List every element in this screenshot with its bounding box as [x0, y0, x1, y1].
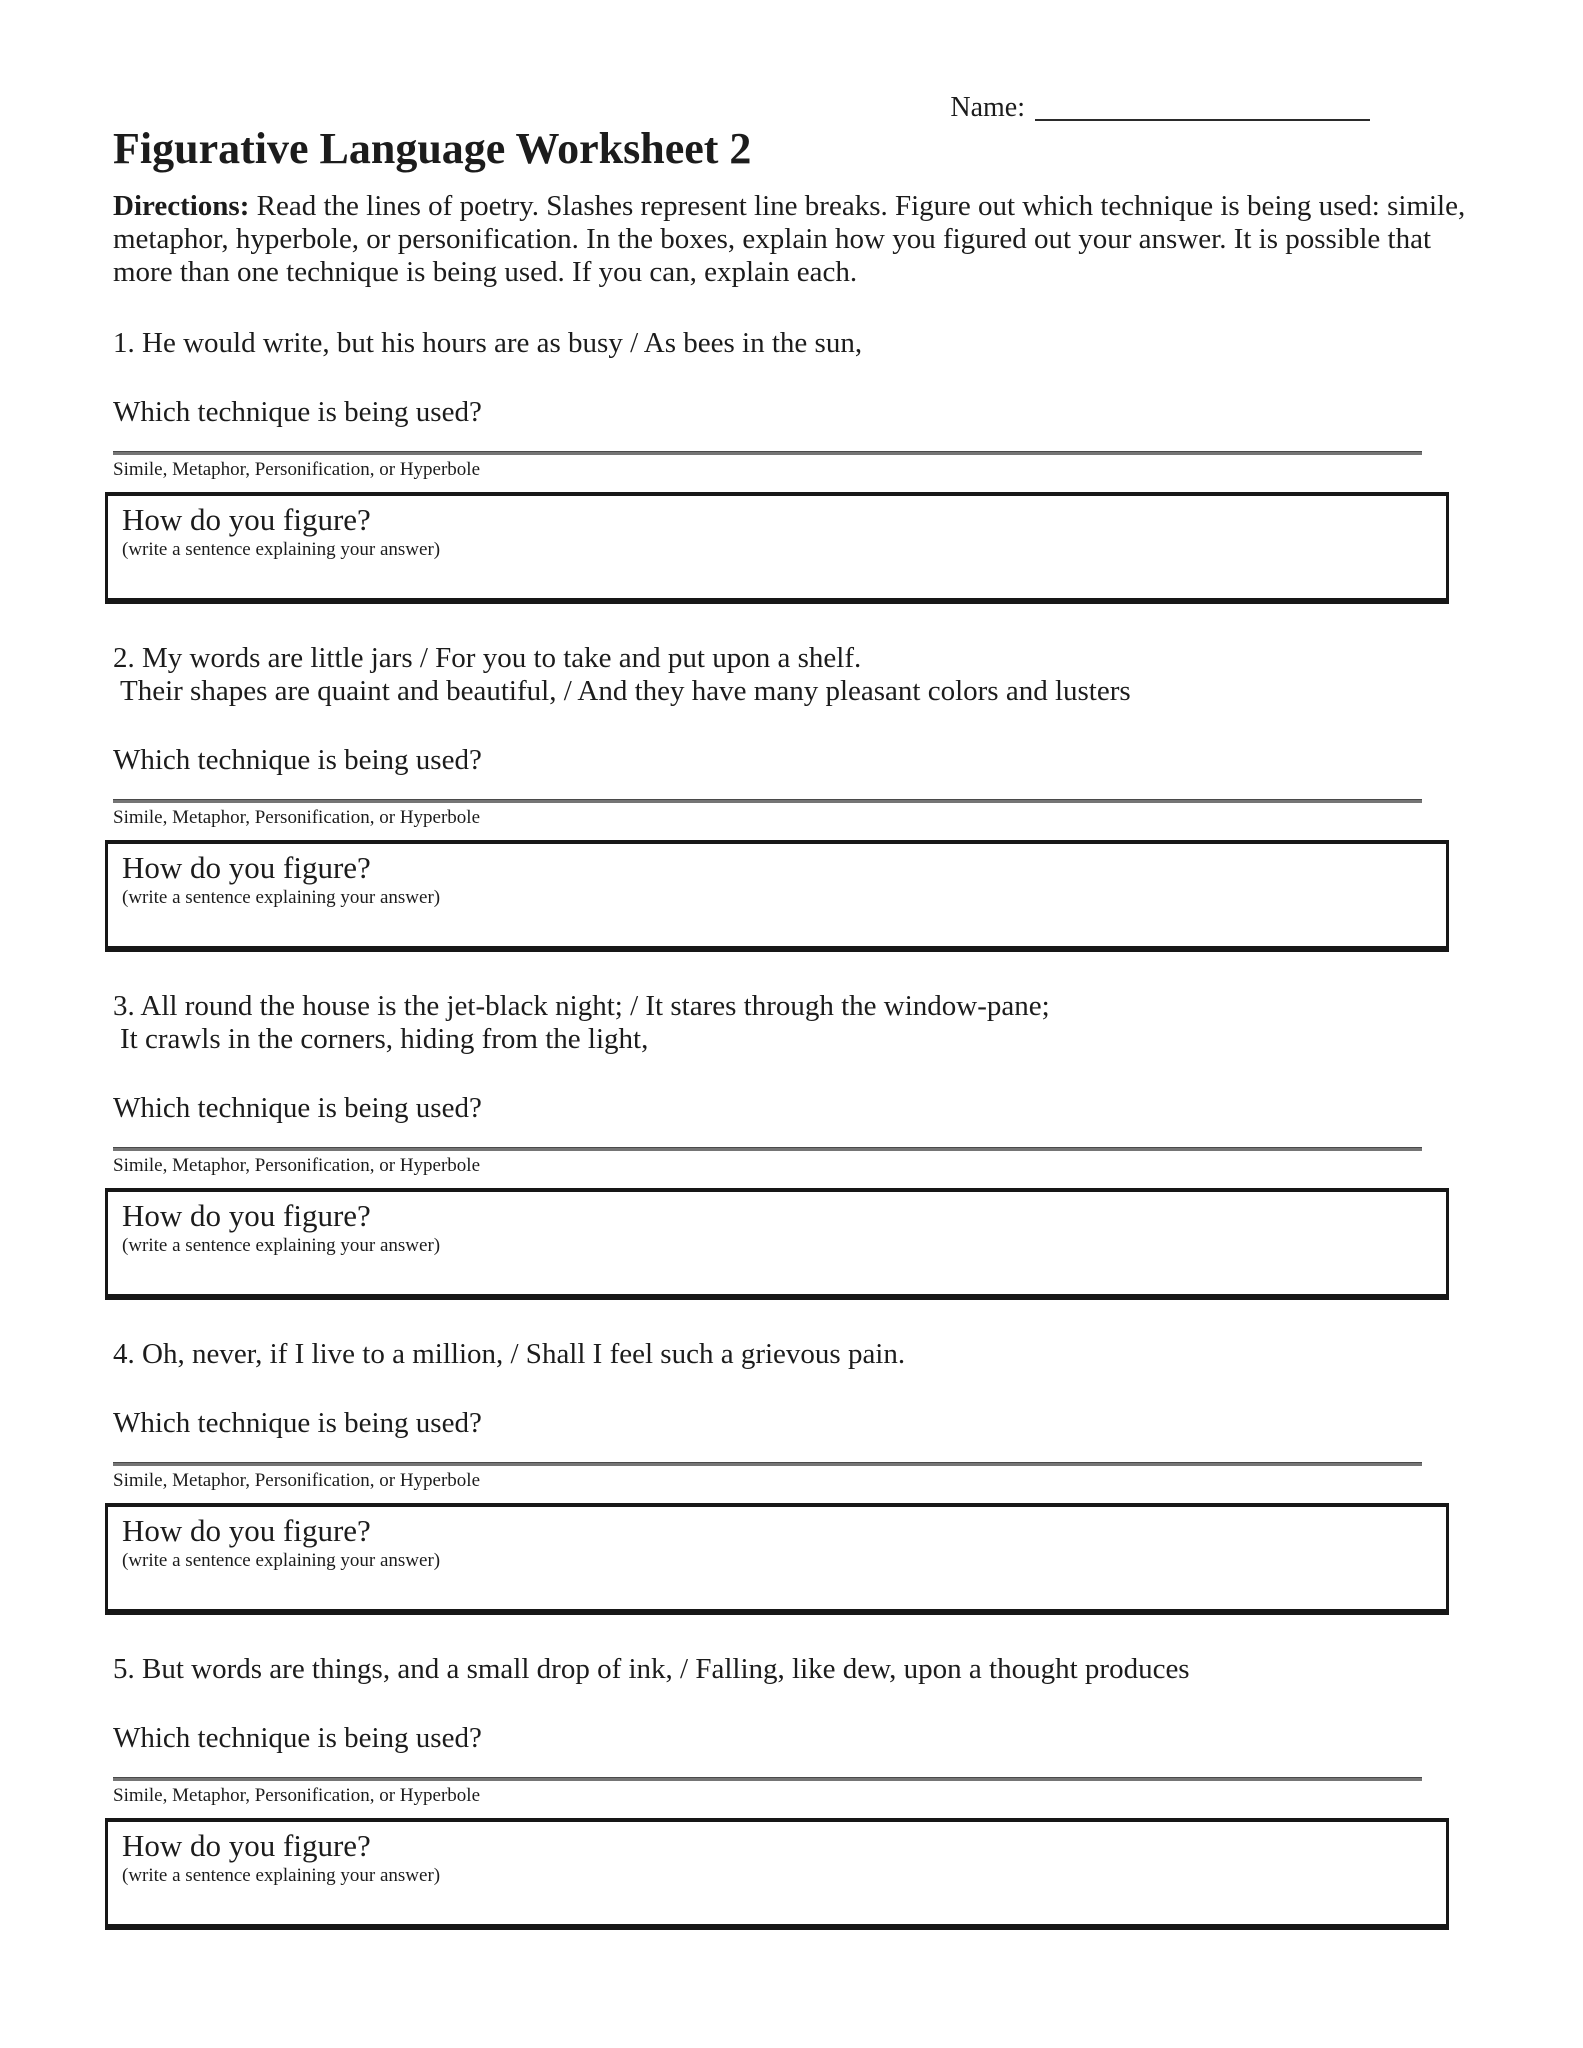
answer-box-1[interactable]	[105, 492, 1449, 604]
directions-text: Read the lines of poetry. Slashes represent line breaks. Figure out which technique is being used: simile, metaphor, hyperbole, or personification. In the boxes, explain how you figured out your answer. It is possible that more than one technique is being used. If you can, explain each.	[113, 190, 1466, 288]
question-text-1: 1. He would write, but his hours are as busy / As bees in the sun,	[113, 327, 863, 359]
question-block-3	[113, 990, 1583, 1300]
answer-box-2[interactable]	[105, 840, 1449, 952]
name-row	[113, 92, 1583, 123]
technique-options-label-4: Simile, Metaphor, Personification, or Hyperbole	[113, 1470, 481, 1491]
answer-box-prompt-5: How do you figure?	[122, 1828, 371, 1863]
name-blank-line[interactable]	[1035, 95, 1370, 121]
technique-options-label-3: Simile, Metaphor, Personification, or Hyperbole	[113, 1155, 481, 1176]
technique-question-5: Which technique is being used?	[113, 1722, 482, 1754]
answer-box-prompt-2: How do you figure?	[122, 850, 371, 885]
answer-blank-line-4[interactable]	[113, 1462, 1422, 1466]
question-block-1	[113, 327, 1583, 604]
answer-box-hint-1: (write a sentence explaining your answer)	[122, 539, 441, 560]
question-text-5: 5. But words are things, and a small drop of ink, / Falling, like dew, upon a thought produces	[113, 1653, 1190, 1685]
question-block-2	[113, 642, 1583, 952]
answer-box-prompt-3: How do you figure?	[122, 1198, 371, 1233]
technique-question-3: Which technique is being used?	[113, 1092, 482, 1124]
question-text-2: 2. My words are little jars / For you to take and put upon a shelf. Their shapes are quaint and beautiful, / And they have many pleasant colors and lusters	[113, 642, 1131, 707]
directions	[113, 190, 1481, 289]
technique-question-2: Which technique is being used?	[113, 744, 482, 776]
answer-box-hint-2: (write a sentence explaining your answer)	[122, 887, 441, 908]
answer-box-hint-3: (write a sentence explaining your answer)	[122, 1235, 441, 1256]
technique-options-label-1: Simile, Metaphor, Personification, or Hyperbole	[113, 459, 481, 480]
question-text-4: 4. Oh, never, if I live to a million, / Shall I feel such a grievous pain.	[113, 1338, 906, 1370]
question-block-4	[113, 1338, 1583, 1615]
question-text-3: 3. All round the house is the jet-black night; / It stares through the window-pane; It crawls in the corners, hiding from the light,	[113, 990, 1050, 1055]
answer-box-prompt-4: How do you figure?	[122, 1513, 371, 1548]
answer-blank-line-3[interactable]	[113, 1147, 1422, 1151]
answer-box-5[interactable]	[105, 1818, 1449, 1930]
question-block-5	[113, 1653, 1583, 1930]
name-label: Name:	[950, 92, 1025, 123]
technique-question-4: Which technique is being used?	[113, 1407, 482, 1439]
answer-blank-line-1[interactable]	[113, 451, 1422, 455]
answer-box-hint-5: (write a sentence explaining your answer)	[122, 1865, 441, 1886]
answer-blank-line-2[interactable]	[113, 799, 1422, 803]
technique-question-1: Which technique is being used?	[113, 396, 482, 428]
worksheet-title: Figurative Language Worksheet 2	[113, 124, 752, 173]
directions-label: Directions:	[113, 190, 250, 222]
technique-options-label-2: Simile, Metaphor, Personification, or Hyperbole	[113, 807, 481, 828]
answer-box-hint-4: (write a sentence explaining your answer)	[122, 1550, 441, 1571]
answer-box-prompt-1: How do you figure?	[122, 502, 371, 537]
answer-box-3[interactable]	[105, 1188, 1449, 1300]
answer-blank-line-5[interactable]	[113, 1777, 1422, 1781]
answer-box-4[interactable]	[105, 1503, 1449, 1615]
technique-options-label-5: Simile, Metaphor, Personification, or Hyperbole	[113, 1785, 481, 1806]
